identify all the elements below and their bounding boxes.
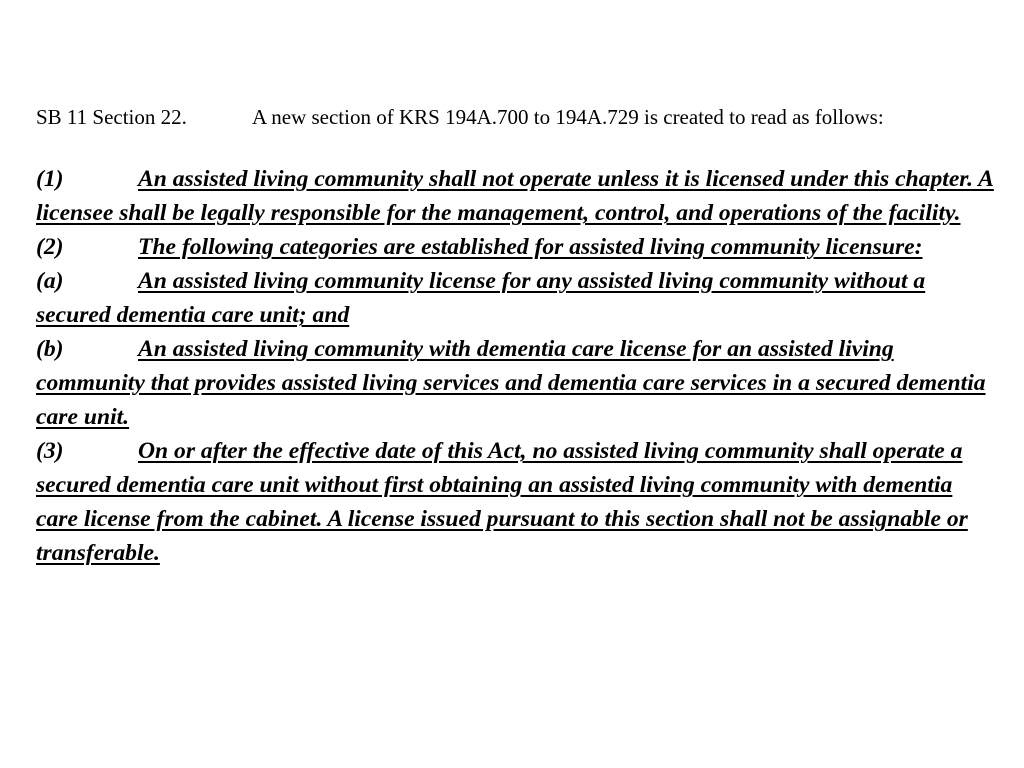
paragraph-text: An assisted living community shall not operate unless it is licensed under this chapter. A licensee shall be legally responsible for the management, control, and operations of the facility.: [36, 166, 994, 226]
paragraph-label: (3): [36, 438, 64, 464]
paragraph-text: The following categories are established for assisted living community licensure:: [138, 234, 923, 260]
paragraph-text: An assisted living community with dementia care license for an assisted living community that provides assisted living services and dementia care services in a secured dementia care unit.: [36, 336, 986, 430]
paragraph-2: [36, 230, 996, 264]
paragraph-1: [36, 162, 996, 230]
section-intro-text: A new section of KRS 194A.700 to 194A.729 is created to read as follows:: [252, 105, 884, 129]
spacer: [36, 132, 996, 162]
section-heading: [36, 102, 996, 132]
paragraph-text: On or after the effective date of this Act, no assisted living community shall operate a secured dementia care unit without first obtaining an assisted living community with dementia care license from the cabinet. A license issued pursuant to this section shall not be assignable or transferable.: [36, 438, 968, 566]
paragraph-text: An assisted living community license for any assisted living community without a secured dementia care unit; and: [36, 268, 926, 328]
section-number: SB 11 Section 22.: [36, 105, 187, 129]
document-page: [36, 102, 996, 570]
paragraph-label: (2): [36, 234, 64, 260]
paragraph-label: (1): [36, 166, 64, 192]
paragraph-3: [36, 434, 996, 570]
paragraph-2b: [36, 332, 996, 434]
paragraph-2a: [36, 264, 996, 332]
paragraph-label: (a): [36, 268, 64, 294]
paragraph-label: (b): [36, 336, 64, 362]
